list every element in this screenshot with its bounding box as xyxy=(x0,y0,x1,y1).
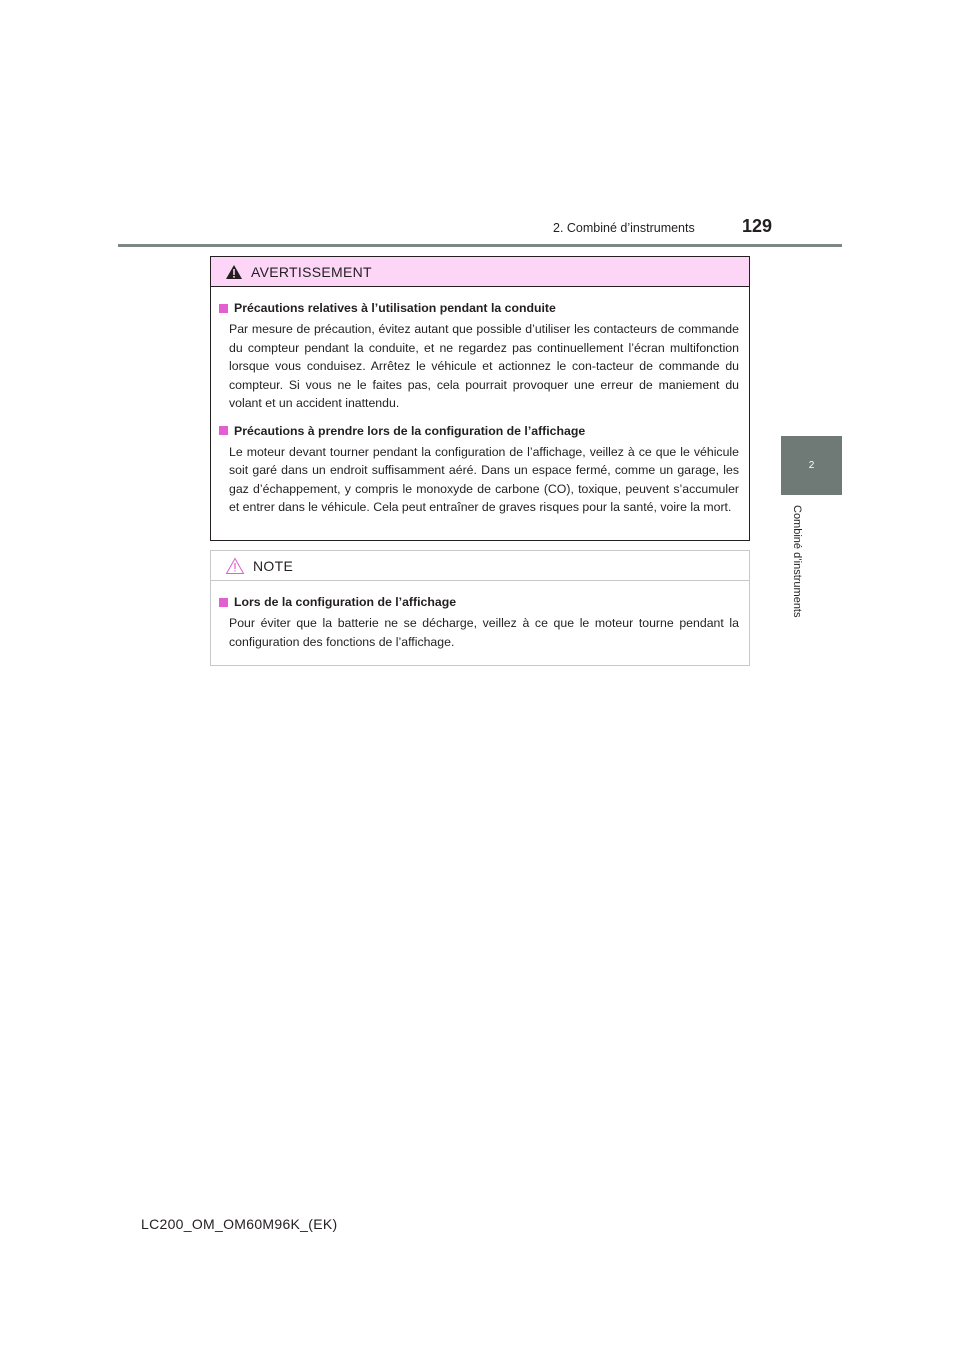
warning-header xyxy=(211,257,749,287)
note-body xyxy=(211,581,749,651)
header-divider xyxy=(118,244,842,247)
warning-item-text: Le moteur devant tourner pendant la configuration de l’affichage, veillez à ce que le véhicule soit garé dans un endroit suffisamment aéré. Dans un espace fermé, comme un garage, les gaz d’échappement, y compris le monoxyde de carbone (CO), toxique, peuvent s’accumuler et entrer dans le véhicule. Cela peut entraîner de graves risques pour la santé, voire la mort. xyxy=(229,444,739,514)
note-item-heading xyxy=(219,593,739,611)
note-title: NOTE xyxy=(253,557,294,574)
square-bullet-icon xyxy=(219,304,228,313)
warning-item-heading xyxy=(219,299,739,317)
warning-item-heading-text: Précautions relatives à l’utilisation pendant la conduite xyxy=(234,301,556,315)
chapter-tab-label: Combiné d’instruments xyxy=(791,505,803,618)
warning-item-heading xyxy=(219,422,739,440)
warning-item-heading-text: Précautions à prendre lors de la configuration de l’affichage xyxy=(234,423,586,438)
chapter-tab xyxy=(781,436,842,495)
warning-box xyxy=(210,256,750,541)
warning-triangle-filled-icon xyxy=(225,264,243,280)
note-item-text: Pour éviter que la batterie ne se décharge, veillez à ce que le moteur tourne pendant la configuration des fonctions de l’affichage. xyxy=(229,616,739,649)
note-item-heading-text: Lors de la configuration de l’affichage xyxy=(234,595,457,609)
warning-title: AVERTISSEMENT xyxy=(251,263,372,280)
note-header xyxy=(211,551,749,581)
warning-item-text: Par mesure de précaution, évitez autant que possible d’utiliser les contacteurs de commande du compteur pendant la conduite, et ne regardez pas continuellement l’écran multifonction lorsque vous conduisez. Arrêtez le véhicule et actionnez le con-tacteur de commande du compteur. Si vous ne le faites pas, cela pourrait provoquer une erreur de maniement du volant et un accident inattendu. xyxy=(229,322,739,410)
warning-body xyxy=(211,287,749,517)
page-number: 129 xyxy=(742,216,773,236)
document-code: LC200_OM_OM60M96K_(EK) xyxy=(141,1216,338,1232)
chapter-tab-number: 2 xyxy=(808,460,815,471)
warning-triangle-outline-icon xyxy=(225,557,245,575)
square-bullet-icon xyxy=(219,598,228,607)
running-header-section: 2. Combiné d’instruments xyxy=(553,221,695,235)
square-bullet-icon xyxy=(219,426,228,435)
note-box xyxy=(210,550,750,666)
